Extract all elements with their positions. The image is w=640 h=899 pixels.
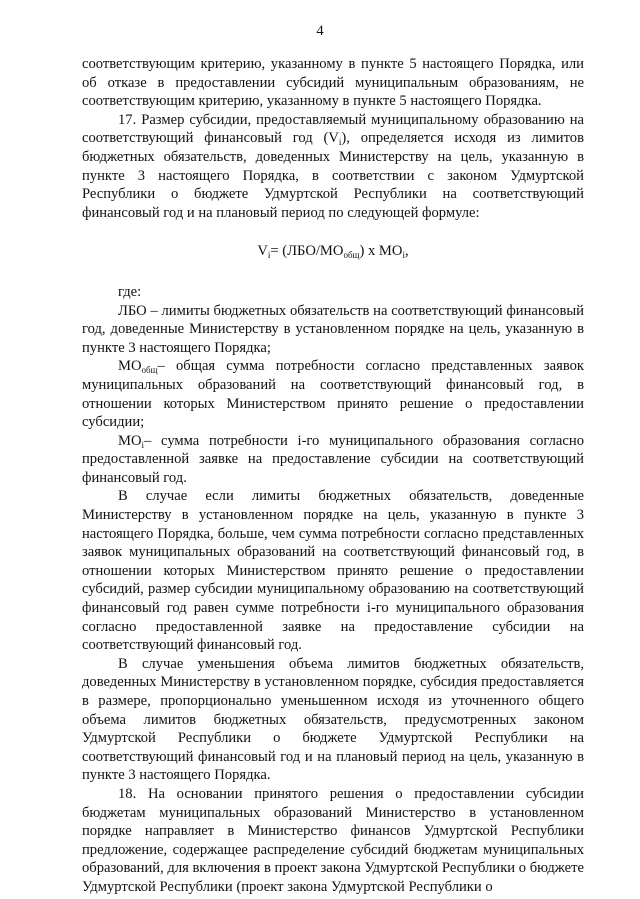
formula-mid: = (ЛБО/МО [270, 243, 344, 260]
paragraph-17-part-b: ), определяется исходя из лимитов бюджетных обязательств, доведенных Министерству на цель, указанную в пункте 3 настоящего Порядка, в соответствии с законом Удмуртской Республики о бюджете Удмуртской Республики на соответствующий финансовый год и на плановый период по следующей формуле: [82, 130, 584, 221]
paragraph-continuation: соответствующим критерию, указанному в пункте 5 настоящего Порядка, или об отказе в предоставлении субсидий муниципальным образованиям, не соответствующим критерию, указанному в пункте 5 настоящего Порядка. [82, 56, 584, 110]
formula-end-subscript: i [402, 250, 405, 261]
document-body [82, 55, 584, 897]
paragraph-case-reduction: В случае уменьшения объема лимитов бюджетных обязательств, доведенных Министерству в установленном порядке, субсидия предоставляется в размере, пропорционально уменьшенном исходя из уточненного общего объема лимитов бюджетных обязательств, предусмотренных законом Удмуртской Республики о бюджете Удмуртской Республики на соответствующий финансовый год и на плановый период на цель, указанную в пункте 3 настоящего Порядка. [82, 655, 584, 784]
page-number: 4 [316, 23, 324, 39]
formula-v-subscript: i [267, 250, 271, 261]
definition-lbo: ЛБО – лимиты бюджетных обязательств на соответствующий финансовый год, доведенные Министерству в установленном порядке на цель, указанную в пункте 3 настоящего Порядка; [82, 302, 584, 356]
formula-v: V [257, 243, 268, 260]
definition-mo-total-subscript: общ [141, 365, 158, 376]
formula-mo-subscript: общ [343, 250, 360, 261]
paragraph-17 [82, 111, 584, 223]
definition-mo-i-subscript: i [141, 439, 145, 450]
paragraph-case-greater: В случае если лимиты бюджетных обязательств, доведенные Министерству в установленном порядке на цель, указанную в пункте 3 настоящего Порядка, больше, чем сумма потребности согласно представленных заявок муниципальных образований на соответствующий финансовый год, в отношении которых Министерством принято решение о предоставлении субсидий, размер субсидии муниципальному образованию на соответствующий финансовый год равен сумме потребности i-го муниципального образования согласно предоставленной заявке на предоставление субсидии на соответствующий финансовый год. [82, 488, 584, 654]
definition-mo-i [82, 432, 584, 488]
paragraph-17-subscript: i [338, 137, 342, 148]
definition-mo-i-term: МО [118, 432, 142, 449]
paragraph-17-part-a: 17. Размер субсидии, предоставляемый муниципальному образованию на соответствующий финансовый год (V [82, 111, 584, 147]
paragraph-18: 18. На основании принятого решения о предоставлении субсидии бюджетам муниципальных образований Министерство в установленном порядке направляет в Министерство финансов Удмуртской Республики предложение, содержащее распределение субсидий бюджетам муниципальных образований, для включения в проект закона Удмуртской Республики о бюджете Удмуртской Республики (проект закона Удмуртской Республики о [82, 785, 584, 895]
definition-mo-total [82, 357, 584, 431]
formula-end: ) x МО [359, 243, 403, 260]
definition-mo-total-text: – общая сумма потребности согласно представленных заявок муниципальных образований на соответствующий финансовый год, в отношении которых Министерством принято решение о предоставлении субсидии; [82, 358, 584, 431]
definition-mo-total-term: МО [118, 358, 142, 375]
formula-tail: , [404, 243, 409, 260]
subsidy-formula [82, 242, 584, 261]
where-label: где: [118, 283, 142, 300]
definition-mo-i-text: – сумма потребности i-го муниципального образования согласно предоставленной заявке на предоставление субсидии на соответствующий финансовый год. [82, 432, 584, 486]
